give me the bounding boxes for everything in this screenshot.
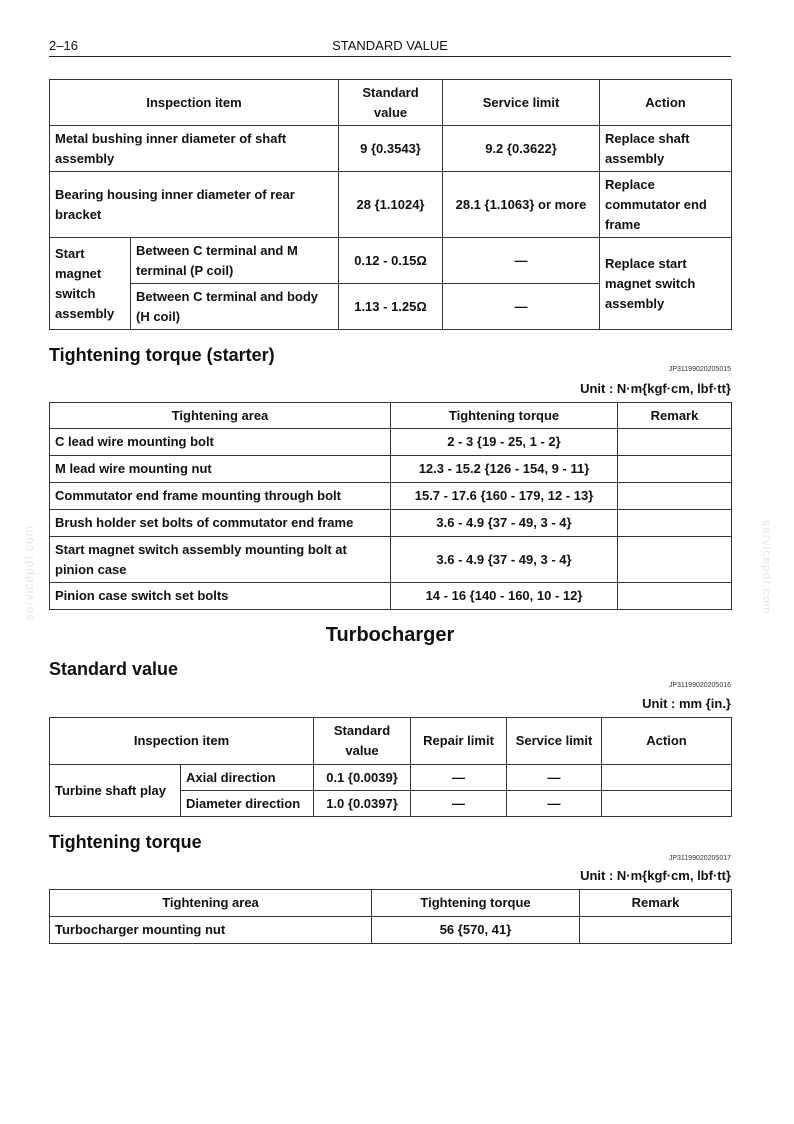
tightening-area-cell: Turbocharger mounting nut [50, 917, 372, 944]
col-header-inspection-item: Inspection item [50, 718, 314, 765]
service-limit-cell: 9.2 {0.3622} [443, 126, 600, 172]
tightening-area-cell: Start magnet switch assembly mounting bolt at pinion case [50, 537, 391, 583]
action-cell: Replace shaft assembly [600, 126, 732, 172]
remark-cell [618, 483, 732, 510]
inspection-subitem-cell: Diameter direction [181, 791, 314, 817]
table-header-row [50, 80, 732, 126]
page-header [49, 36, 731, 57]
inspection-subitem-cell: Axial direction [181, 765, 314, 791]
action-cell [602, 791, 732, 817]
tightening-torque-cell: 15.7 - 17.6 {160 - 179, 12 - 13} [391, 483, 618, 510]
col-header-tightening-torque: Tightening torque [372, 890, 580, 917]
standard-value-cell: 28 {1.1024} [339, 172, 443, 238]
table-row [50, 172, 732, 238]
tightening-torque-cell: 3.6 - 4.9 {37 - 49, 3 - 4} [391, 510, 618, 537]
unit-label: Unit : mm {in.} [642, 696, 731, 711]
remark-cell [580, 917, 732, 944]
table-row [50, 537, 732, 583]
service-limit-cell: 28.1 {1.1063} or more [443, 172, 600, 238]
action-cell: Replace start magnet switch assembly [600, 238, 732, 330]
page-number: 2–16 [49, 38, 78, 53]
tightening-torque-cell: 12.3 - 15.2 {126 - 154, 9 - 11} [391, 456, 618, 483]
doc-code: JP31199020205016 [668, 682, 731, 689]
standard-value-cell: 1.13 - 1.25Ω [339, 284, 443, 330]
table-header-row [50, 890, 732, 917]
inspection-subitem-cell: Between C terminal and body (H coil) [131, 284, 339, 330]
tightening-area-cell: Pinion case switch set bolts [50, 583, 391, 610]
inspection-subitem-cell: Between C terminal and M terminal (P coil) [131, 238, 339, 284]
service-limit-cell: — [443, 238, 600, 284]
remark-cell [618, 429, 732, 456]
turbo-standard-table [49, 717, 732, 817]
service-limit-cell: — [507, 765, 602, 791]
standard-value-cell: 0.12 - 0.15Ω [339, 238, 443, 284]
col-header-tightening-area: Tightening area [50, 403, 391, 429]
table-header-row [50, 718, 732, 765]
section-title-turbo-torque: Tightening torque [49, 832, 202, 852]
table-row [50, 456, 732, 483]
tightening-torque-cell: 2 - 3 {19 - 25, 1 - 2} [391, 429, 618, 456]
table-row [50, 765, 732, 791]
service-limit-cell: — [443, 284, 600, 330]
tightening-torque-cell: 14 - 16 {140 - 160, 10 - 12} [391, 583, 618, 610]
inspection-item-cell: Bearing housing inner diameter of rear bracket [50, 172, 339, 238]
watermark-left: servicepdf.com [22, 525, 36, 620]
col-header-inspection-item: Inspection item [50, 80, 339, 126]
remark-cell [618, 456, 732, 483]
col-header-service-limit: Service limit [507, 718, 602, 765]
standard-value-cell: 1.0 {0.0397} [314, 791, 411, 817]
col-header-tightening-area: Tightening area [50, 890, 372, 917]
doc-code: JP31199020205015 [668, 366, 731, 373]
table-row [50, 917, 732, 944]
table-row [50, 238, 732, 284]
unit-label: Unit : N·m{kgf·cm, lbf·tt} [580, 381, 731, 396]
tightening-torque-cell: 3.6 - 4.9 {37 - 49, 3 - 4} [391, 537, 618, 583]
service-limit-cell: — [507, 791, 602, 817]
col-header-standard-value: Standard value [339, 80, 443, 126]
table-row [50, 510, 732, 537]
group-label-cell: Turbine shaft play [50, 765, 181, 817]
col-header-action: Action [602, 718, 732, 765]
starter-torque-table [49, 402, 732, 610]
turbo-torque-table [49, 889, 732, 944]
col-header-remark: Remark [580, 890, 732, 917]
tightening-torque-cell: 56 {570, 41} [372, 917, 580, 944]
unit-label: Unit : N·m{kgf·cm, lbf·tt} [580, 868, 731, 883]
table-row [50, 583, 732, 610]
table-header-row [50, 403, 732, 429]
table-row [50, 429, 732, 456]
col-header-service-limit: Service limit [443, 80, 600, 126]
header-title: STANDARD VALUE [332, 38, 448, 53]
section-title-starter-torque: Tightening torque (starter) [49, 345, 275, 365]
remark-cell [618, 537, 732, 583]
action-cell [602, 765, 732, 791]
col-header-remark: Remark [618, 403, 732, 429]
remark-cell [618, 583, 732, 610]
col-header-tightening-torque: Tightening torque [391, 403, 618, 429]
table-row [50, 126, 732, 172]
table-row [50, 483, 732, 510]
tightening-area-cell: Brush holder set bolts of commutator end frame [50, 510, 391, 537]
tightening-area-cell: C lead wire mounting bolt [50, 429, 391, 456]
repair-limit-cell: — [411, 765, 507, 791]
starter-standard-table [49, 79, 732, 330]
section-title-standard-value: Standard value [49, 659, 179, 679]
standard-value-cell: 0.1 {0.0039} [314, 765, 411, 791]
col-header-repair-limit: Repair limit [411, 718, 507, 765]
watermark-right: servicepdf.com [760, 520, 774, 615]
inspection-item-cell: Metal bushing inner diameter of shaft assembly [50, 126, 339, 172]
action-cell: Replace commutator end frame [600, 172, 732, 238]
group-label-cell: Start magnet switch assembly [50, 238, 131, 330]
tightening-area-cell: M lead wire mounting nut [50, 456, 391, 483]
col-header-standard-value: Standard value [314, 718, 411, 765]
doc-code: JP31199020205017 [668, 855, 731, 862]
chapter-title-turbocharger: Turbocharger [325, 624, 455, 646]
remark-cell [618, 510, 732, 537]
col-header-action: Action [600, 80, 732, 126]
standard-value-cell: 9 {0.3543} [339, 126, 443, 172]
repair-limit-cell: — [411, 791, 507, 817]
tightening-area-cell: Commutator end frame mounting through bolt [50, 483, 391, 510]
